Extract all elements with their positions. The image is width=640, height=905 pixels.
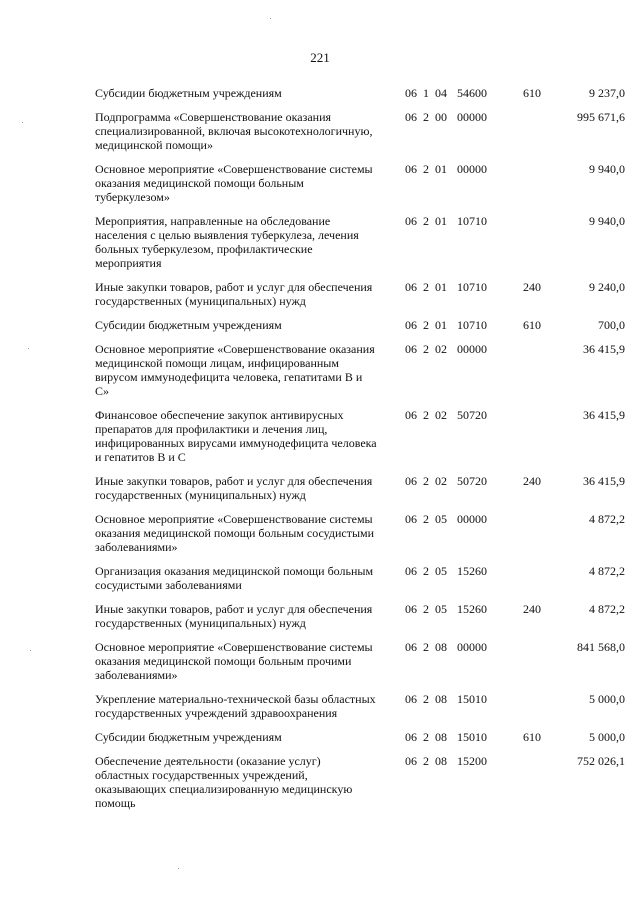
row-code	[405, 214, 501, 228]
row-amount: 9 940,0	[589, 214, 625, 228]
code-direction: 00000	[457, 640, 487, 654]
row-expense-type: 610	[523, 86, 541, 100]
row-name: Основное мероприятие «Совершенствование системы оказания медицинской помощи больным туберкулезом»	[95, 162, 373, 204]
table-row	[0, 318, 640, 332]
code-program: 06	[405, 754, 417, 768]
row-amount: 36 415,9	[583, 408, 625, 422]
code-subprogram: 2	[423, 110, 429, 124]
code-program: 06	[405, 692, 417, 706]
table-row	[0, 512, 640, 554]
table-row	[0, 564, 640, 592]
row-amount: 36 415,9	[583, 474, 625, 488]
code-direction: 10710	[457, 214, 487, 228]
code-program: 06	[405, 474, 417, 488]
row-code	[405, 86, 501, 100]
code-subprogram: 2	[423, 512, 429, 526]
row-amount: 4 872,2	[589, 564, 625, 578]
code-subprogram: 2	[423, 214, 429, 228]
code-subprogram: 2	[423, 408, 429, 422]
row-name: Подпрограмма «Совершенствование оказания специализированной, включая высокотехнологичную, медицинской помощи»	[95, 110, 373, 152]
row-name: Субсидии бюджетным учреждениям	[95, 318, 282, 332]
table-row	[0, 280, 640, 308]
row-name: Основное мероприятие «Совершенствование системы оказания медицинской помощи больным прочими заболеваниями»	[95, 640, 373, 682]
code-activity: 01	[435, 162, 447, 176]
code-subprogram: 2	[423, 692, 429, 706]
code-activity: 00	[435, 110, 447, 124]
row-name: Обеспечение деятельности (оказание услуг) областных государственных учреждений, оказывающих специализированную медицинскую помощь	[95, 754, 353, 810]
budget-table	[0, 86, 640, 820]
code-activity: 05	[435, 564, 447, 578]
row-amount: 700,0	[598, 318, 625, 332]
table-row	[0, 640, 640, 682]
code-subprogram: 2	[423, 564, 429, 578]
table-row	[0, 162, 640, 204]
code-program: 06	[405, 730, 417, 744]
code-direction: 15010	[457, 730, 487, 744]
row-expense-type: 240	[523, 602, 541, 616]
row-name: Мероприятия, направленные на обследование населения с целью выявления туберкулеза, лечения больных туберкулезом, профилактические мероприятия	[95, 214, 359, 270]
code-activity: 01	[435, 318, 447, 332]
row-code	[405, 474, 501, 488]
scan-speck	[28, 348, 29, 349]
table-row	[0, 342, 640, 398]
code-program: 06	[405, 280, 417, 294]
table-row	[0, 474, 640, 502]
row-code	[405, 280, 501, 294]
code-subprogram: 2	[423, 342, 429, 356]
row-amount: 752 026,1	[577, 754, 625, 768]
code-direction: 00000	[457, 110, 487, 124]
table-row	[0, 692, 640, 720]
scan-speck	[22, 122, 23, 123]
code-program: 06	[405, 342, 417, 356]
code-program: 06	[405, 602, 417, 616]
row-amount: 9 240,0	[589, 280, 625, 294]
row-code	[405, 110, 501, 124]
row-code	[405, 162, 501, 176]
row-code	[405, 512, 501, 526]
code-activity: 01	[435, 280, 447, 294]
scan-speck	[178, 868, 179, 869]
table-row	[0, 730, 640, 744]
code-activity: 02	[435, 474, 447, 488]
code-subprogram: 2	[423, 754, 429, 768]
code-program: 06	[405, 110, 417, 124]
code-direction: 00000	[457, 342, 487, 356]
code-program: 06	[405, 512, 417, 526]
row-code	[405, 754, 501, 768]
code-subprogram: 2	[423, 602, 429, 616]
row-name: Иные закупки товаров, работ и услуг для обеспечения государственных (муниципальных) нужд	[95, 602, 373, 630]
code-activity: 08	[435, 754, 447, 768]
row-expense-type: 610	[523, 318, 541, 332]
row-code	[405, 564, 501, 578]
page-number: 221	[310, 50, 330, 65]
code-activity: 05	[435, 512, 447, 526]
code-subprogram: 2	[423, 474, 429, 488]
row-code	[405, 692, 501, 706]
row-expense-type: 240	[523, 474, 541, 488]
scan-speck	[30, 650, 31, 651]
code-program: 06	[405, 162, 417, 176]
code-subprogram: 2	[423, 730, 429, 744]
row-amount: 5 000,0	[589, 730, 625, 744]
code-direction: 54600	[457, 86, 487, 100]
code-program: 06	[405, 408, 417, 422]
code-activity: 02	[435, 342, 447, 356]
row-name: Финансовое обеспечение закупок антивирусных препаратов для профилактики и лечения лиц, инфицированных вирусами иммунодефицита человека и гепатитов В и С	[95, 408, 377, 464]
row-expense-type: 240	[523, 280, 541, 294]
row-code	[405, 342, 501, 356]
row-name: Основное мероприятие «Совершенствование оказания медицинской помощи лицам, инфицированным вирусом иммунодефицита человека, гепатитами В и С»	[95, 342, 375, 398]
code-direction: 50720	[457, 408, 487, 422]
table-row	[0, 602, 640, 630]
row-amount: 9 940,0	[589, 162, 625, 176]
row-name: Иные закупки товаров, работ и услуг для обеспечения государственных (муниципальных) нужд	[95, 280, 373, 308]
code-activity: 08	[435, 692, 447, 706]
row-name: Организация оказания медицинской помощи больным сосудистыми заболеваниями	[95, 564, 374, 592]
code-direction: 15260	[457, 602, 487, 616]
code-direction: 15010	[457, 692, 487, 706]
row-code	[405, 408, 501, 422]
row-name: Субсидии бюджетным учреждениям	[95, 86, 282, 100]
row-code	[405, 318, 501, 332]
code-subprogram: 2	[423, 640, 429, 654]
code-activity: 02	[435, 408, 447, 422]
code-subprogram: 1	[423, 86, 429, 100]
row-amount: 36 415,9	[583, 342, 625, 356]
code-direction: 00000	[457, 512, 487, 526]
row-code	[405, 730, 501, 744]
code-direction: 15200	[457, 754, 487, 768]
table-row	[0, 754, 640, 810]
row-amount: 995 671,6	[577, 110, 625, 124]
row-amount: 9 237,0	[589, 86, 625, 100]
code-activity: 05	[435, 602, 447, 616]
code-program: 06	[405, 214, 417, 228]
code-activity: 01	[435, 214, 447, 228]
row-code	[405, 640, 501, 654]
code-program: 06	[405, 86, 417, 100]
scan-speck	[270, 18, 271, 19]
table-row	[0, 86, 640, 100]
row-amount: 4 872,2	[589, 512, 625, 526]
code-activity: 08	[435, 640, 447, 654]
code-subprogram: 2	[423, 280, 429, 294]
row-name: Субсидии бюджетным учреждениям	[95, 730, 282, 744]
code-direction: 50720	[457, 474, 487, 488]
code-subprogram: 2	[423, 318, 429, 332]
code-activity: 04	[435, 86, 447, 100]
code-program: 06	[405, 318, 417, 332]
table-row	[0, 110, 640, 152]
row-name: Иные закупки товаров, работ и услуг для обеспечения государственных (муниципальных) нужд	[95, 474, 373, 502]
code-direction: 15260	[457, 564, 487, 578]
row-code	[405, 602, 501, 616]
code-program: 06	[405, 640, 417, 654]
table-row	[0, 214, 640, 270]
code-program: 06	[405, 564, 417, 578]
row-amount: 4 872,2	[589, 602, 625, 616]
row-amount: 841 568,0	[577, 640, 625, 654]
row-name: Основное мероприятие «Совершенствование системы оказания медицинской помощи больным сосудистыми заболеваниями»	[95, 512, 375, 554]
table-row	[0, 408, 640, 464]
code-direction: 10710	[457, 318, 487, 332]
code-subprogram: 2	[423, 162, 429, 176]
row-name: Укрепление материально-технической базы областных государственных учреждений здравоохранения	[95, 692, 376, 720]
row-expense-type: 610	[523, 730, 541, 744]
code-direction: 00000	[457, 162, 487, 176]
code-direction: 10710	[457, 280, 487, 294]
row-amount: 5 000,0	[589, 692, 625, 706]
code-activity: 08	[435, 730, 447, 744]
